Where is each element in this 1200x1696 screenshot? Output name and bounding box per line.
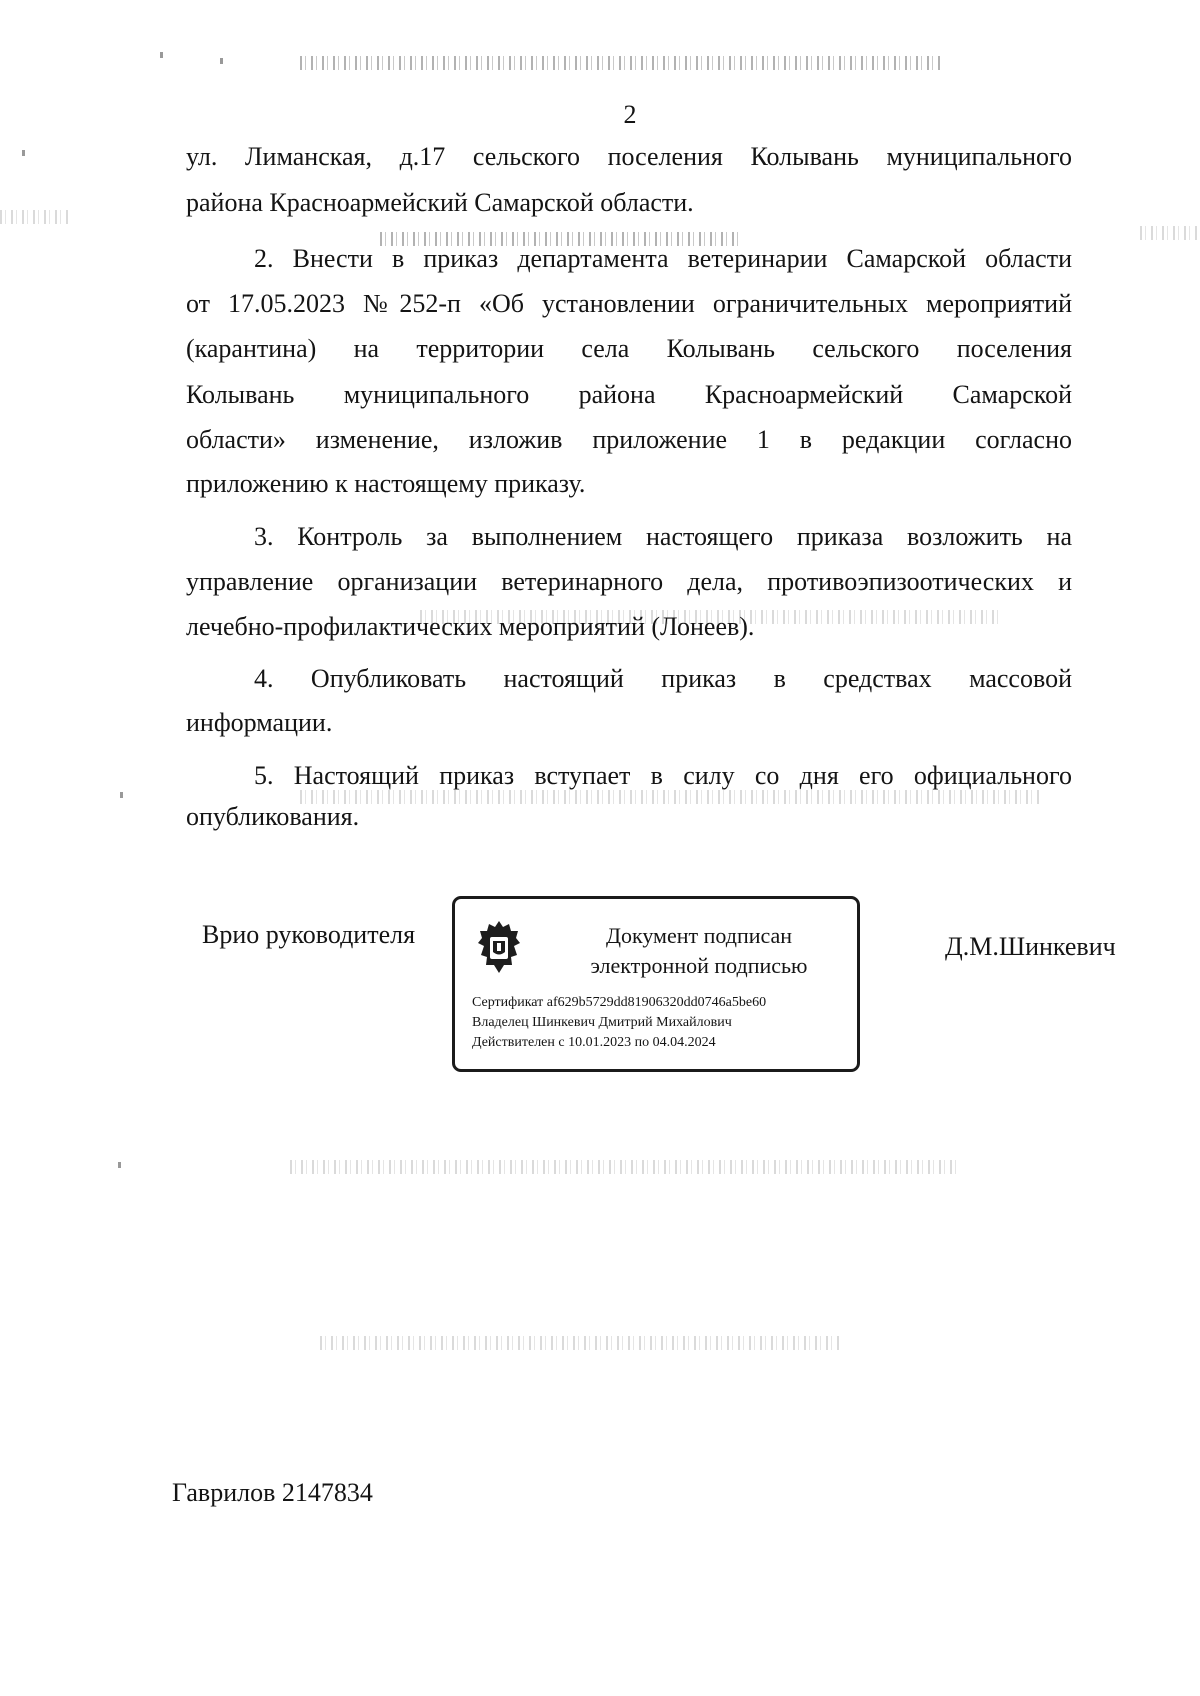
paragraph-2-line: 2. Внести в приказ департамента ветеринарии Самарской области	[254, 244, 1072, 273]
esig-certificate: Сертификат af629b5729dd81906320dd0746a5be60	[472, 995, 767, 1010]
esig-validity: Действителен с 10.01.2023 по 04.04.2024	[472, 1035, 716, 1050]
paragraph-4-line: информации.	[186, 708, 333, 737]
paragraph-2-line: приложению к настоящему приказу.	[186, 469, 586, 498]
paragraph-2-line: области» изменение, изложив приложение 1 в редакции согласно	[186, 425, 1072, 454]
paragraph-1-line: ул. Лиманская, д.17 сельского поселения Колывань муниципального	[186, 142, 1072, 171]
scan-noise-line	[320, 1336, 840, 1350]
paragraph-2-line: от 17.05.2023 №252-п «Об установлении ограничительных мероприятий	[186, 289, 1072, 318]
paragraph-3-line: 3. Контроль за выполнением настоящего приказа возложить на	[254, 522, 1072, 551]
executor-note: Гаврилов 2147834	[172, 1478, 373, 1507]
scan-noise-right	[1140, 226, 1200, 240]
signatory-role: Врио руководителя	[202, 920, 416, 949]
paragraph-2-line: Колывань муниципального района Красноармейский Самарской	[186, 380, 1072, 409]
paragraph-3-line: лечебно-профилактических мероприятий (Лонеев).	[186, 612, 755, 641]
scan-noise-left	[0, 210, 70, 224]
electronic-signature-stamp	[452, 896, 860, 1072]
paragraph-1-line: района Красноармейский Самарской области.	[186, 188, 694, 217]
page-number: 2	[623, 100, 637, 129]
paragraph-5-line: 5. Настоящий приказ вступает в силу со дня его официального	[254, 761, 1072, 790]
scan-speck	[120, 792, 123, 798]
paragraph-4-line: 4. Опубликовать настоящий приказ в средствах массовой	[254, 664, 1072, 693]
esig-title	[559, 921, 839, 981]
scan-noise-line	[290, 1160, 960, 1174]
paragraph-2-line: (карантина) на территории села Колывань сельского поселения	[186, 334, 1072, 363]
scan-speck	[220, 58, 223, 64]
signatory-name: Д.М.Шинкевич	[945, 932, 1116, 961]
scan-speck	[118, 1162, 121, 1168]
esig-owner: Владелец Шинкевич Дмитрий Михайлович	[472, 1015, 732, 1030]
esig-title-line: Документ подписан	[605, 923, 793, 948]
scan-speck	[22, 150, 25, 156]
paragraph-5-line: опубликования.	[186, 802, 360, 831]
scan-speck	[160, 52, 163, 58]
esig-title-line: электронной подписью	[590, 953, 808, 978]
esig-details	[472, 993, 766, 1053]
coat-of-arms-icon	[476, 919, 522, 977]
scan-noise-top	[300, 56, 940, 70]
paragraph-3-line: управление организации ветеринарного дела, противоэпизоотических и	[186, 567, 1072, 596]
